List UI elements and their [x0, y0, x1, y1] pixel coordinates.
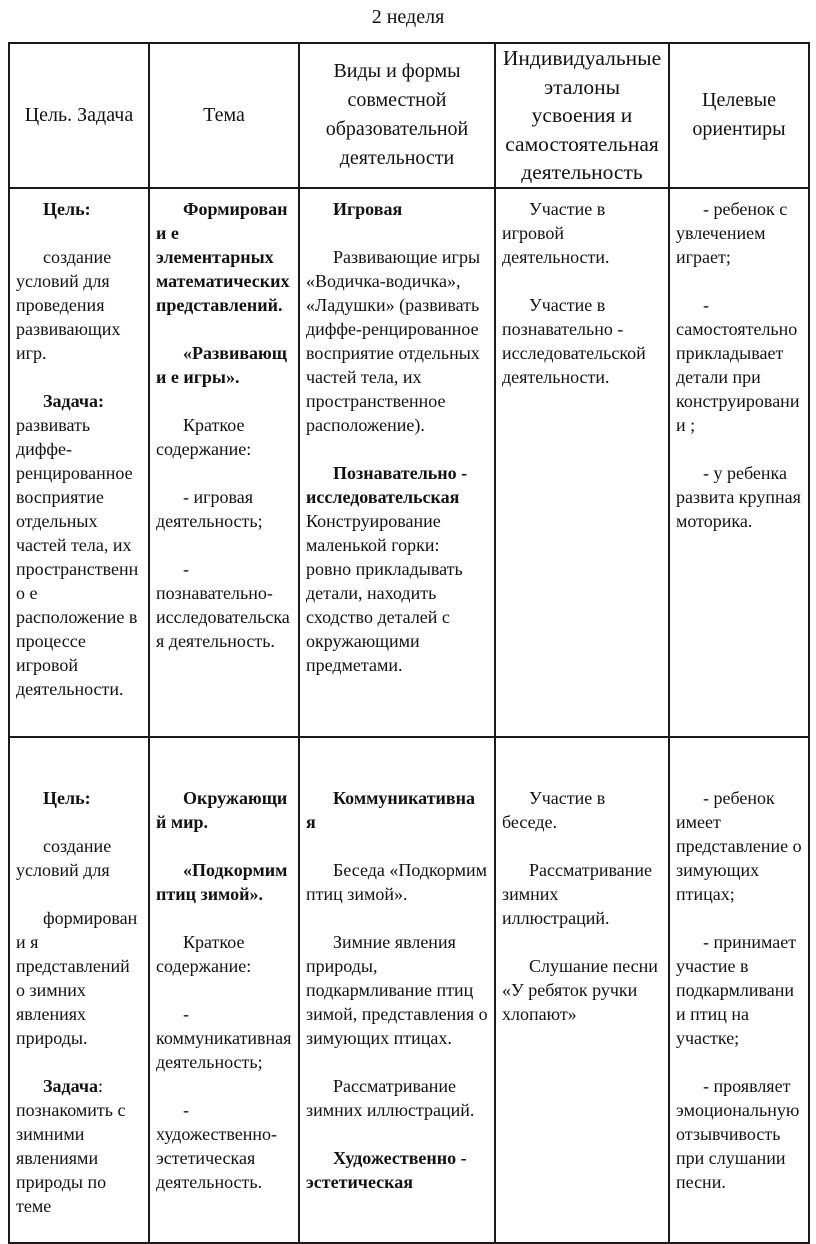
page-title: 2 неделя	[371, 6, 445, 28]
paragraph	[306, 1146, 489, 1194]
table-cell	[9, 188, 149, 737]
paragraph	[676, 930, 803, 1050]
column-header-individual-standards: Индивидуальные эталоны усвоения и самостоятельная деятельность	[495, 43, 669, 188]
paragraph	[306, 245, 489, 437]
table-cell	[669, 737, 809, 1243]
bold-text-run: Окружающий мир.	[156, 787, 288, 832]
text-run: Слушание песни «У ребяток ручки хлопают»	[502, 955, 658, 1024]
table-row	[9, 188, 809, 737]
paragraph	[16, 906, 143, 1050]
table-cell	[9, 737, 149, 1243]
text-run: Беседа «Подкормим птиц зимой».	[306, 859, 487, 904]
paragraph	[156, 1098, 293, 1194]
paragraph	[16, 834, 143, 882]
text-run: - самостоятельно прикладывает детали при конструировании ;	[676, 294, 800, 435]
bold-text-run: Познавательно - исследовательская	[306, 462, 468, 507]
text-run: Краткое содержание:	[156, 931, 252, 976]
table-header-row	[9, 43, 809, 188]
paragraph	[16, 197, 143, 221]
paragraph	[16, 786, 143, 810]
text-run: Рассматривание зимних иллюстраций.	[306, 1075, 475, 1120]
bold-text-run: Цель:	[43, 198, 91, 219]
paragraph	[676, 786, 803, 906]
paragraph	[502, 954, 663, 1026]
bold-text-run: Формировани е элементарных математических представлений.	[156, 198, 290, 315]
table-cell	[149, 188, 299, 737]
text-run: - принимает участие в подкармливании птиц на участке;	[676, 931, 797, 1048]
text-run: создание условий для проведения развивающих игр.	[16, 246, 121, 363]
bold-text-run: Цель:	[43, 787, 91, 808]
text-run: - ребенок имеет представление о зимующих птицах;	[676, 787, 802, 904]
text-run: - игровая деятельность;	[156, 486, 263, 531]
paragraph	[16, 389, 143, 701]
text-run: - у ребенка развита крупная моторика.	[676, 462, 801, 531]
text-run: Участие в беседе.	[502, 787, 606, 832]
text-run: - проявляет эмоциональную отзывчивость при слушании песни.	[676, 1075, 800, 1192]
table-cell	[495, 737, 669, 1243]
text-run: Конструирование маленькой горки: ровно прикладывать детали, находить сходство деталей с окружающими предметами.	[306, 510, 463, 675]
table-cell	[149, 737, 299, 1243]
table-cell	[299, 188, 495, 737]
bold-text-run: Задача	[43, 1075, 99, 1096]
paragraph	[156, 858, 293, 906]
text-run: - познавательно-исследовательская деятельность.	[156, 558, 290, 651]
paragraph	[16, 245, 143, 365]
column-header-goal-task: Цель. Задача	[9, 43, 149, 188]
text-run: Зимние явления природы, подкармливание птиц зимой, представления о зимующих птицах.	[306, 931, 488, 1048]
paragraph	[306, 858, 489, 906]
paragraph	[676, 293, 803, 437]
text-run: развивать диффе-ренцированное восприятие отдельных частей тела, их пространственно е расположение в процессе игровой деятельности.	[16, 414, 139, 699]
paragraph	[502, 858, 663, 930]
table-cell	[299, 737, 495, 1243]
paragraph	[502, 293, 663, 389]
text-run: - художественно-эстетическая деятельность.	[156, 1099, 278, 1192]
text-run: формировани я представлений о зимних явлениях природы.	[16, 907, 138, 1048]
table-cell	[495, 188, 669, 737]
bold-text-run: Коммуникативна я	[306, 787, 476, 832]
text-run: Рассматривание зимних иллюстраций.	[502, 859, 652, 928]
bold-text-run: Игровая	[333, 198, 403, 219]
text-run: создание условий для	[16, 835, 112, 880]
paragraph	[156, 341, 293, 389]
paragraph	[156, 413, 293, 461]
text-run: Участие в познавательно - исследовательской деятельности.	[502, 294, 646, 387]
text-run: - ребенок с увлечением играет;	[676, 198, 788, 267]
paragraph	[156, 197, 293, 317]
bold-text-run: «Подкормим птиц зимой».	[156, 859, 288, 904]
paragraph	[306, 197, 489, 221]
paragraph	[16, 1074, 143, 1218]
paragraph	[156, 930, 293, 978]
paragraph	[156, 485, 293, 533]
table-row	[9, 737, 809, 1243]
paragraph	[156, 557, 293, 653]
column-header-target-guidelines: Целевые ориентиры	[669, 43, 809, 188]
table-cell	[669, 188, 809, 737]
paragraph	[676, 197, 803, 269]
paragraph	[676, 1074, 803, 1194]
text-run: Развивающие игры «Водичка-водичка», «Ладушки» (развивать диффе-ренцированное восприятие отдельных частей тела, их пространственное расположение).	[306, 246, 481, 435]
weekly-plan-table	[8, 42, 810, 1244]
column-header-theme: Тема	[149, 43, 299, 188]
paragraph	[676, 461, 803, 533]
bold-text-run: «Развивающи е игры».	[156, 342, 287, 387]
paragraph	[156, 1002, 293, 1074]
paragraph	[306, 786, 489, 834]
text-run: Краткое содержание:	[156, 414, 252, 459]
bold-text-run: Задача:	[43, 390, 105, 411]
paragraph	[306, 461, 489, 677]
paragraph	[156, 786, 293, 834]
paragraph	[306, 930, 489, 1050]
table-body	[9, 188, 809, 1243]
paragraph	[502, 197, 663, 269]
paragraph	[306, 1074, 489, 1122]
bold-text-run: Художественно - эстетическая	[306, 1147, 467, 1192]
text-run: Участие в игровой деятельности.	[502, 198, 610, 267]
text-run: : познакомить с зимними явлениями природы по теме	[16, 1075, 126, 1216]
column-header-activity-forms: Виды и формы совместной образовательной деятельности	[299, 43, 495, 188]
paragraph	[502, 786, 663, 834]
text-run: - коммуникативная деятельность;	[156, 1003, 292, 1072]
